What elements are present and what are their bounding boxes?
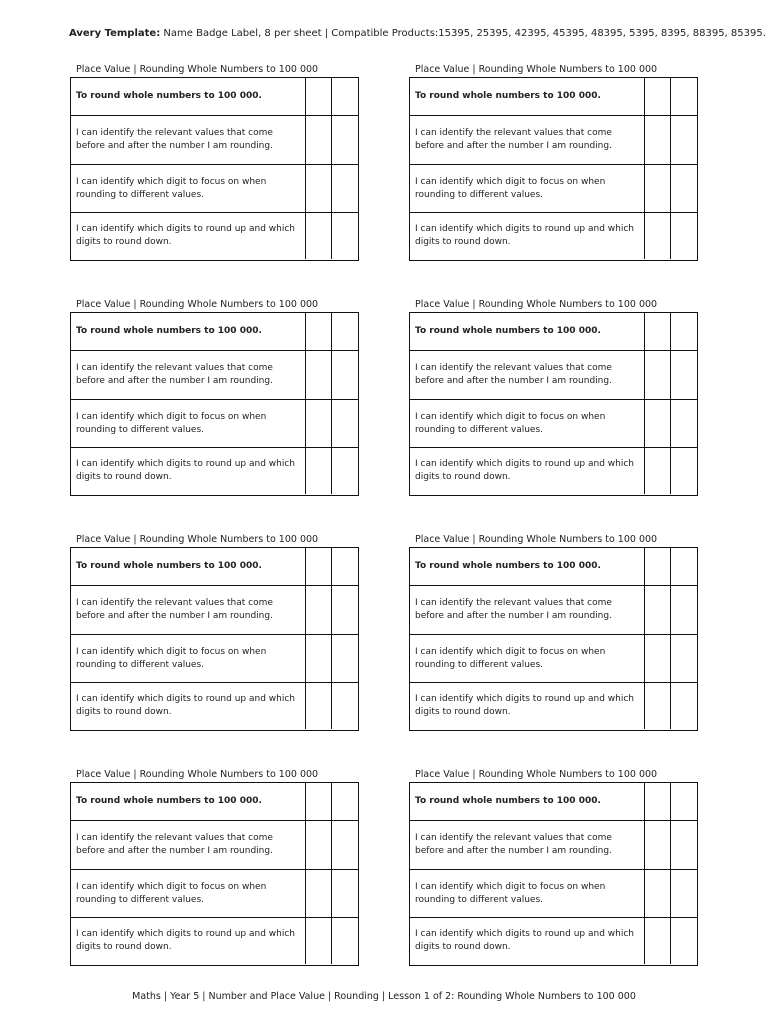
statement-text: I can identify the relevant values that come before and after the number I am rounding. — [76, 833, 273, 856]
check-box[interactable] — [331, 783, 357, 820]
statement-text: I can identify the relevant values that come before and after the number I am rounding. — [415, 363, 612, 386]
statement-text: I can identify which digit to focus on when rounding to different values. — [76, 411, 267, 435]
checklist-row — [410, 399, 697, 447]
check-box[interactable] — [331, 870, 357, 917]
check-box[interactable] — [670, 635, 696, 682]
check-box[interactable] — [331, 351, 357, 399]
statement-text: I can identify which digits to round up and which digits to round down. — [76, 929, 295, 952]
objective-text: To round whole numbers to 100 000. — [76, 326, 262, 336]
check-box[interactable] — [670, 448, 696, 494]
statement-text: I can identify which digit to focus on when rounding to different values. — [415, 176, 606, 200]
checklist-table — [409, 547, 698, 731]
statement-text: I can identify which digits to round up and which digits to round down. — [415, 224, 634, 247]
check-box[interactable] — [670, 116, 696, 164]
checklist-row — [71, 164, 358, 212]
check-box[interactable] — [670, 213, 696, 259]
check-box[interactable] — [670, 783, 696, 820]
card-title: Place Value | Rounding Whole Numbers to 100 000 — [415, 299, 658, 310]
statement-text: I can identify which digits to round up and which digits to round down. — [76, 224, 295, 247]
checklist-row — [71, 212, 358, 259]
check-box[interactable] — [670, 165, 696, 212]
checklist-row — [71, 548, 358, 585]
template-details: Name Badge Label, 8 per sheet | Compatible Products:15395, 25395, 42395, 45395, 48395, 5395, 8395, 88395, 85395. — [160, 28, 766, 39]
checklist-row — [71, 115, 358, 164]
check-box[interactable] — [331, 586, 357, 634]
card-title: Place Value | Rounding Whole Numbers to 100 000 — [415, 769, 658, 780]
checklist-table — [70, 77, 359, 261]
check-box[interactable] — [331, 78, 357, 115]
check-box[interactable] — [644, 918, 670, 964]
check-box[interactable] — [644, 783, 670, 820]
statement-text: I can identify which digit to focus on when rounding to different values. — [415, 881, 606, 905]
check-box[interactable] — [331, 918, 357, 964]
checklist-row — [410, 548, 697, 585]
checklist-row — [71, 917, 358, 964]
checklist-row — [410, 115, 697, 164]
check-box[interactable] — [305, 683, 331, 729]
check-box[interactable] — [305, 635, 331, 682]
check-box[interactable] — [305, 918, 331, 964]
checklist-row — [410, 313, 697, 350]
check-box[interactable] — [644, 213, 670, 259]
check-box[interactable] — [670, 586, 696, 634]
check-box[interactable] — [305, 870, 331, 917]
objective-text: To round whole numbers to 100 000. — [415, 326, 601, 336]
check-box[interactable] — [644, 165, 670, 212]
check-box[interactable] — [305, 213, 331, 259]
check-box[interactable] — [331, 635, 357, 682]
check-box[interactable] — [644, 351, 670, 399]
check-box[interactable] — [305, 351, 331, 399]
checklist-row — [71, 869, 358, 917]
checklist-table — [70, 782, 359, 966]
statement-text: I can identify the relevant values that come before and after the number I am rounding. — [415, 128, 612, 151]
check-box[interactable] — [305, 586, 331, 634]
check-box[interactable] — [331, 213, 357, 259]
checklist-row — [71, 585, 358, 634]
check-box[interactable] — [331, 548, 357, 585]
checklist-row — [410, 917, 697, 964]
statement-text: I can identify the relevant values that come before and after the number I am rounding. — [76, 363, 273, 386]
card-title: Place Value | Rounding Whole Numbers to 100 000 — [76, 769, 319, 780]
card-title: Place Value | Rounding Whole Numbers to 100 000 — [76, 299, 319, 310]
statement-text: I can identify which digit to focus on when rounding to different values. — [76, 646, 267, 670]
objective-text: To round whole numbers to 100 000. — [415, 796, 601, 806]
check-box[interactable] — [670, 548, 696, 585]
checklist-row — [410, 783, 697, 820]
check-box[interactable] — [644, 821, 670, 869]
check-box[interactable] — [331, 313, 357, 350]
statement-text: I can identify which digits to round up and which digits to round down. — [415, 459, 634, 482]
check-box[interactable] — [305, 783, 331, 820]
checklist-row — [410, 634, 697, 682]
check-box[interactable] — [670, 78, 696, 115]
statement-text: I can identify which digit to focus on when rounding to different values. — [415, 646, 606, 670]
checklist-row — [410, 212, 697, 259]
card-title: Place Value | Rounding Whole Numbers to 100 000 — [76, 64, 319, 75]
checklist-row — [71, 447, 358, 494]
statement-text: I can identify which digits to round up and which digits to round down. — [415, 929, 634, 952]
statement-text: I can identify the relevant values that come before and after the number I am rounding. — [76, 598, 273, 621]
check-box[interactable] — [644, 116, 670, 164]
check-box[interactable] — [305, 548, 331, 585]
check-box[interactable] — [644, 400, 670, 447]
template-label: Avery Template: — [69, 28, 161, 39]
checklist-row — [410, 820, 697, 869]
check-box[interactable] — [331, 821, 357, 869]
checklist-row — [71, 634, 358, 682]
objective-text: To round whole numbers to 100 000. — [76, 796, 262, 806]
objective-text: To round whole numbers to 100 000. — [415, 561, 601, 571]
check-box[interactable] — [670, 351, 696, 399]
check-box[interactable] — [331, 400, 357, 447]
check-box[interactable] — [305, 165, 331, 212]
checklist-row — [410, 585, 697, 634]
checklist-row — [71, 350, 358, 399]
checklist-row — [410, 869, 697, 917]
statement-text: I can identify which digits to round up and which digits to round down. — [76, 694, 295, 717]
statement-text: I can identify which digit to focus on when rounding to different values. — [415, 411, 606, 435]
check-box[interactable] — [305, 116, 331, 164]
check-box[interactable] — [305, 313, 331, 350]
statement-text: I can identify which digit to focus on when rounding to different values. — [76, 881, 267, 905]
check-box[interactable] — [670, 400, 696, 447]
checklist-row — [71, 313, 358, 350]
check-box[interactable] — [644, 683, 670, 729]
check-box[interactable] — [644, 586, 670, 634]
check-box[interactable] — [670, 821, 696, 869]
objective-text: To round whole numbers to 100 000. — [76, 561, 262, 571]
checklist-row — [71, 78, 358, 115]
check-box[interactable] — [331, 165, 357, 212]
check-box[interactable] — [644, 635, 670, 682]
card-title: Place Value | Rounding Whole Numbers to 100 000 — [415, 534, 658, 545]
checklist-row — [410, 447, 697, 494]
check-box[interactable] — [331, 448, 357, 494]
statement-text: I can identify the relevant values that come before and after the number I am rounding. — [415, 833, 612, 856]
check-box[interactable] — [305, 400, 331, 447]
card-title: Place Value | Rounding Whole Numbers to 100 000 — [76, 534, 319, 545]
check-box[interactable] — [331, 116, 357, 164]
check-box[interactable] — [644, 313, 670, 350]
check-box[interactable] — [305, 448, 331, 494]
checklist-row — [410, 164, 697, 212]
statement-text: I can identify the relevant values that come before and after the number I am rounding. — [76, 128, 273, 151]
check-box[interactable] — [644, 548, 670, 585]
check-box[interactable] — [670, 918, 696, 964]
check-box[interactable] — [644, 448, 670, 494]
checklist-row — [410, 350, 697, 399]
checklist-table — [409, 312, 698, 496]
checklist-row — [410, 682, 697, 729]
statement-text: I can identify which digits to round up and which digits to round down. — [76, 459, 295, 482]
checklist-row — [71, 399, 358, 447]
checklist-row — [410, 78, 697, 115]
checklist-table — [409, 782, 698, 966]
checklist-table — [409, 77, 698, 261]
statement-text: I can identify which digits to round up and which digits to round down. — [415, 694, 634, 717]
check-box[interactable] — [644, 78, 670, 115]
page-footer: Maths | Year 5 | Number and Place Value | Rounding | Lesson 1 of 2: Rounding Whole Numbers to 100 000 — [132, 991, 636, 1002]
statement-text: I can identify the relevant values that come before and after the number I am rounding. — [415, 598, 612, 621]
checklist-table — [70, 547, 359, 731]
checklist-row — [71, 682, 358, 729]
checklist-row — [71, 783, 358, 820]
check-box[interactable] — [331, 683, 357, 729]
checklist-table — [70, 312, 359, 496]
check-box[interactable] — [670, 313, 696, 350]
check-box[interactable] — [305, 821, 331, 869]
check-box[interactable] — [670, 870, 696, 917]
check-box[interactable] — [644, 870, 670, 917]
card-title: Place Value | Rounding Whole Numbers to 100 000 — [415, 64, 658, 75]
objective-text: To round whole numbers to 100 000. — [76, 91, 262, 101]
avery-template-header — [69, 28, 766, 39]
checklist-row — [71, 820, 358, 869]
check-box[interactable] — [305, 78, 331, 115]
check-box[interactable] — [670, 683, 696, 729]
objective-text: To round whole numbers to 100 000. — [415, 91, 601, 101]
statement-text: I can identify which digit to focus on when rounding to different values. — [76, 176, 267, 200]
